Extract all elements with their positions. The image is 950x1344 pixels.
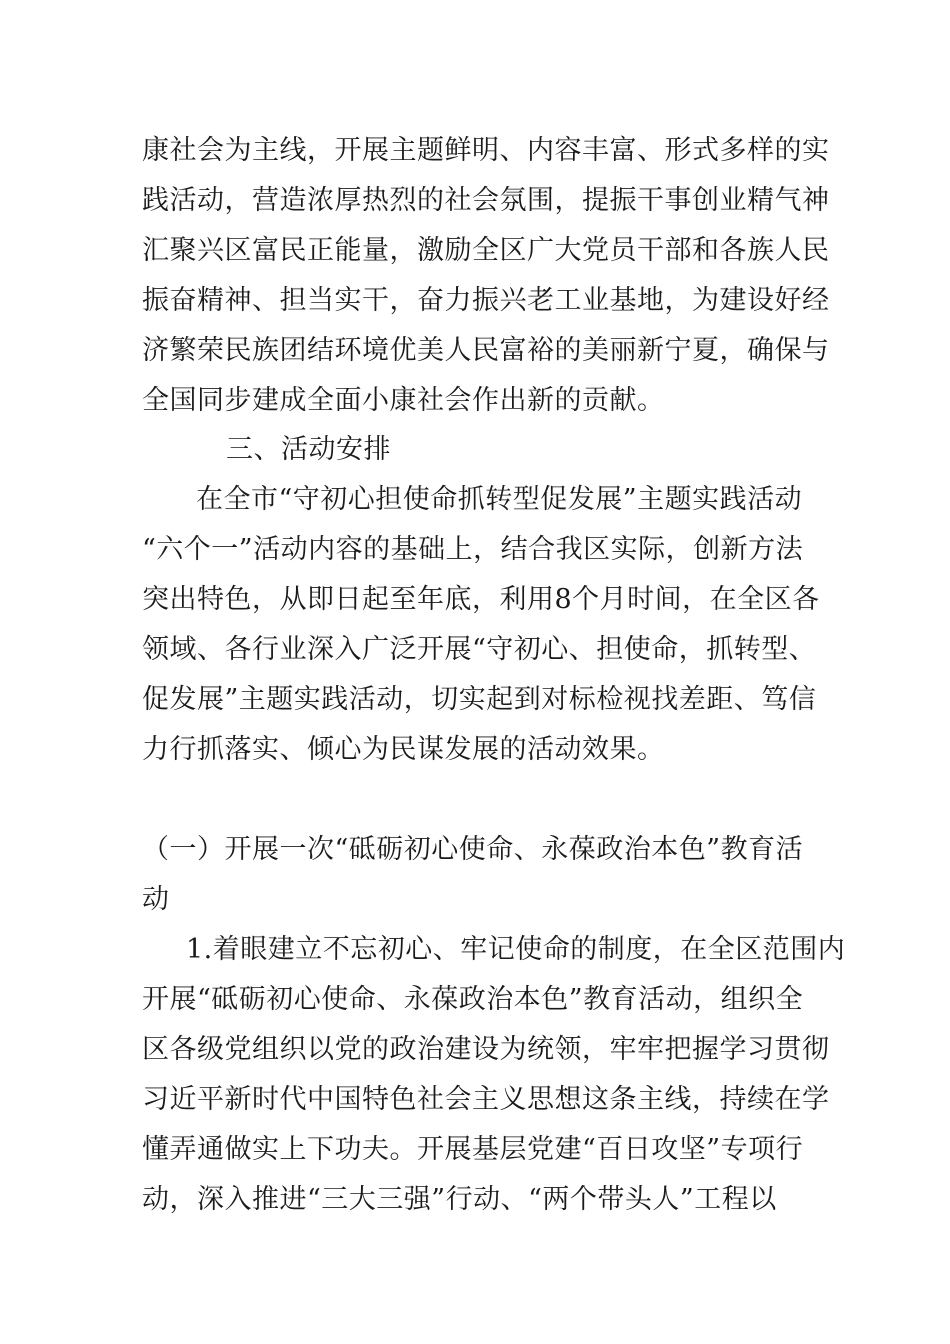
body-line: 区各级党组织以党的政治建设为统领，牢牢把握学习贯彻 xyxy=(142,1034,830,1065)
body-line: 康社会为主线，开展主题鲜明、内容丰富、形式多样的实 xyxy=(142,135,830,166)
body-line: 振奋精神、担当实干，奋力振兴老工业基地，为建设好经 xyxy=(142,285,830,316)
body-line: 领域、各行业深入广泛开展“守初心、担使命，抓转型、 xyxy=(142,634,817,665)
body-line: 开展“砥砺初心使命、永葆政治本色”教育活动，组织全 xyxy=(142,984,804,1015)
body-line: 习近平新时代中国特色社会主义思想这条主线，持续在学 xyxy=(142,1084,830,1115)
body-line: 动，深入推进“三大三强”行动、“两个带头人”工程以 xyxy=(142,1184,777,1215)
body-line: 践活动，营造浓厚热烈的社会氛围，提振干事创业精气神 xyxy=(142,185,830,216)
body-line: 突出特色，从即日起至年底，利用8个月时间，在全区各 xyxy=(142,584,820,615)
subsection-heading: （一）开展一次“砥砺初心使命、永葆政治本色”教育活 xyxy=(142,834,804,865)
body-line: 济繁荣民族团结环境优美人民富裕的美丽新宁夏，确保与 xyxy=(142,335,830,366)
body-line: “六个一”活动内容的基础上，结合我区实际，创新方法 xyxy=(142,534,804,565)
body-line: 促发展”主题实践活动，切实起到对标检视找差距、笃信 xyxy=(142,684,817,715)
body-line: 汇聚兴区富民正能量，激励全区广大党员干部和各族人民 xyxy=(142,235,830,266)
body-line: 全国同步建成全面小康社会作出新的贡献。 xyxy=(142,385,665,416)
body-line: 懂弄通做实上下功夫。开展基层党建“百日攻坚”专项行 xyxy=(142,1134,804,1165)
section-heading: 三、活动安排 xyxy=(226,434,391,465)
body-line: 在全市“守初心担使命抓转型促发展”主题实践活动 xyxy=(196,484,803,515)
body-line: 1.着眼建立不忘初心、牢记使命的制度，在全区范围内 xyxy=(186,934,846,965)
body-line: 力行抓落实、倾心为民谋发展的活动效果。 xyxy=(142,734,665,765)
subsection-heading-continued: 动 xyxy=(142,884,170,915)
